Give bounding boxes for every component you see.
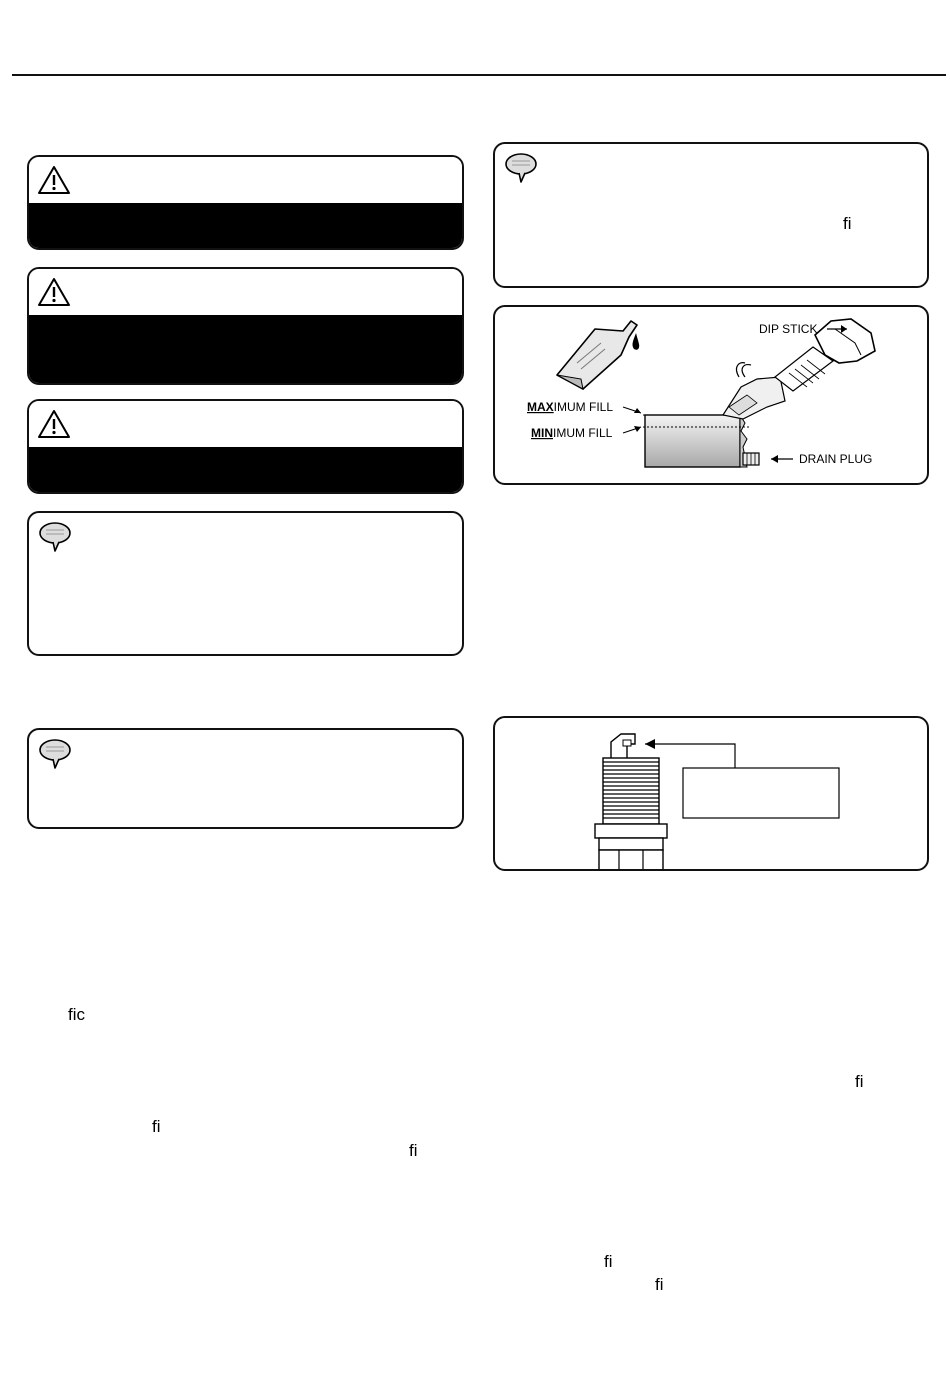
speech-bubble-icon: [503, 152, 539, 184]
warning-band: [29, 203, 462, 248]
spark-plug-figure: [493, 716, 929, 871]
warning-triangle-icon: [37, 409, 71, 439]
ligature-fragment: ﬁ: [855, 1072, 864, 1091]
ligature-fragment: ﬁc: [68, 1005, 85, 1024]
oil-drop-icon: [633, 333, 640, 350]
ligature-fragment: ﬁ: [655, 1275, 664, 1294]
speech-bubble-icon: [37, 521, 73, 553]
note-box-1: [27, 511, 464, 656]
warning-band: [29, 315, 462, 383]
drain-plug-label: DRAIN PLUG: [799, 452, 873, 466]
warning-triangle-icon: [37, 165, 71, 195]
speech-bubble-icon: [37, 738, 73, 770]
ligature-fragment: ﬁ: [604, 1252, 613, 1271]
ligature-fragment: ﬁ: [152, 1117, 161, 1136]
warning-box-3: [27, 399, 464, 494]
warning-box-2: [27, 267, 464, 385]
note-box-2: [27, 728, 464, 829]
ligature-fragment: ﬁ: [409, 1141, 418, 1160]
warning-band: [29, 447, 462, 492]
spark-plug-icon: [595, 734, 667, 869]
max-fill-label: MAXIMUM FILL: [527, 400, 614, 414]
warning-box-1: [27, 155, 464, 250]
spark-plug-callout-box: [683, 768, 839, 818]
min-fill-label: MINIMUM FILL: [531, 426, 613, 440]
ligature-fragment: ﬁ: [843, 214, 852, 233]
oil-fill-figure: [493, 305, 929, 485]
oil-diagram: [495, 307, 927, 483]
filler-neck: [723, 363, 785, 419]
note-box-right: [493, 142, 929, 288]
oil-bottle-icon: [557, 321, 637, 389]
dipstick-label: DIP STICK: [759, 322, 818, 336]
header-rule: [12, 74, 946, 76]
warning-triangle-icon: [37, 277, 71, 307]
spark-plug-diagram: [495, 718, 927, 869]
crankcase: [643, 415, 759, 467]
